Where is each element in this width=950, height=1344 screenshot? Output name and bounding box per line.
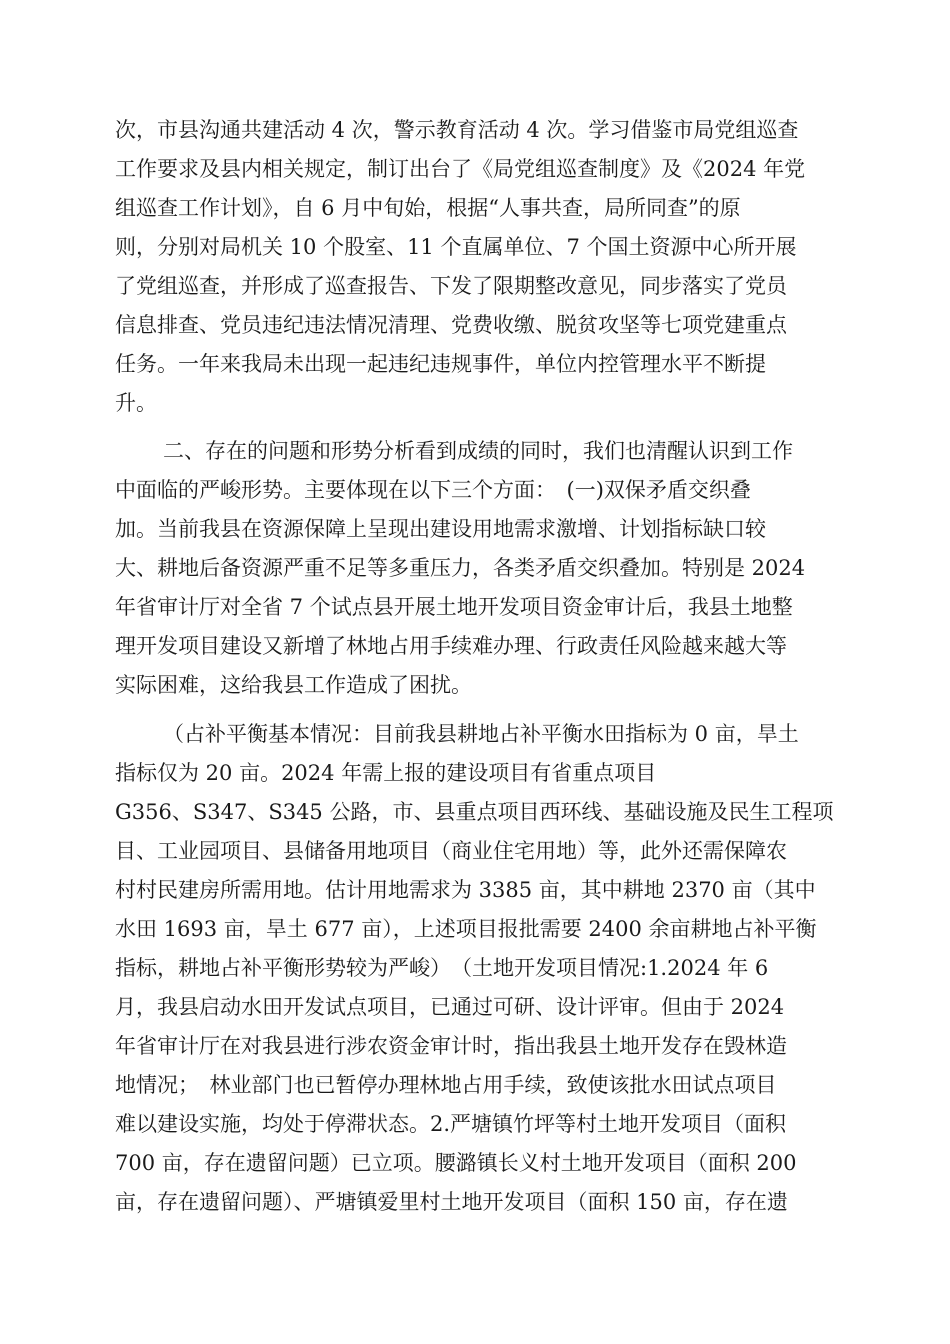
text-line: 水田 1693 亩，旱土 677 亩），上述项目报批需要 2400 余亩耕地占补平衡: [115, 917, 817, 941]
text-line: 指标，耕地占补平衡形势较为严峻） （土地开发项目情况:1.2024 年 6: [115, 956, 769, 980]
text-line: 理开发项目建设又新增了林地占用手续难办理、行政责任风险越来越大等: [115, 634, 787, 658]
text-line: 700 亩，存在遗留问题）已立项。腰潞镇长义村土地开发项目（面积 200: [115, 1151, 797, 1175]
text-line: 实际困难，这给我县工作造成了困扰。: [115, 673, 472, 697]
text-line: 地情况； 林业部门也已暂停办理林地占用手续，致使该批水田试点项目: [115, 1073, 777, 1097]
text-line: （占补平衡基本情况：目前我县耕地占补平衡水田指标为 0 亩，旱土: [163, 722, 799, 746]
text-line: 难以建设实施，均处于停滞状态。2.严塘镇竹坪等村土地开发项目（面积: [115, 1112, 787, 1136]
text-line: 中面临的严峻形势。主要体现在以下三个方面： (一)双保矛盾交织叠: [115, 478, 751, 502]
text-line: 亩，存在遗留问题）、严塘镇爱里村土地开发项目（面积 150 亩，存在遗: [115, 1190, 788, 1214]
text-line: 工作要求及县内相关规定，制订出台了《局党组巡查制度》及《2024 年党: [115, 157, 806, 181]
text-line: 年省审计厅对全省 7 个试点县开展土地开发项目资金审计后，我县土地整: [115, 595, 793, 619]
text-line: 村村民建房所需用地。估计用地需求为 3385 亩，其中耕地 2370 亩（其中: [115, 878, 816, 902]
text-line: 月，我县启动水田开发试点项目，已通过可研、设计评审。但由于 2024: [115, 995, 785, 1019]
text-line: 加。当前我县在资源保障上呈现出建设用地需求激增、计划指标缺口较: [115, 517, 766, 541]
text-line: 了党组巡查，并形成了巡查报告、下发了限期整改意见，同步落实了党员: [115, 274, 787, 298]
text-line: 目、工业园项目、县储备用地项目（商业住宅用地）等，此外还需保障农: [115, 839, 787, 863]
text-line: 年省审计厅在对我县进行涉农资金审计时，指出我县土地开发存在毁林造: [115, 1034, 787, 1058]
text-line: 二、存在的问题和形势分析看到成绩的同时，我们也清醒认识到工作: [163, 439, 793, 463]
text-line: 信息排查、党员违纪违法情况清理、党费收缴、脱贫攻坚等七项党建重点: [115, 313, 787, 337]
text-line: 任务。一年来我局未出现一起违纪违规事件，单位内控管理水平不断提: [115, 352, 766, 376]
text-line: 次，市县沟通共建活动 4 次，警示教育活动 4 次。学习借鉴市局党组巡查: [115, 118, 799, 142]
text-line: 指标仅为 20 亩。2024 年需上报的建设项目有省重点项目: [115, 761, 657, 785]
text-line: 则，分别对局机关 10 个股室、11 个直属单位、7 个国土资源中心所开展: [115, 235, 797, 259]
text-line: G356、S347、S345 公路，市、县重点项目西环线、基础设施及民生工程项: [115, 800, 834, 824]
text-line: 组巡查工作计划》，自 6 月中旬始，根据“人事共查，局所同查”的原: [115, 196, 741, 220]
text-line: 升。: [115, 391, 157, 415]
text-line: 大、耕地后备资源严重不足等多重压力，各类矛盾交织叠加。特别是 2024: [115, 556, 806, 580]
